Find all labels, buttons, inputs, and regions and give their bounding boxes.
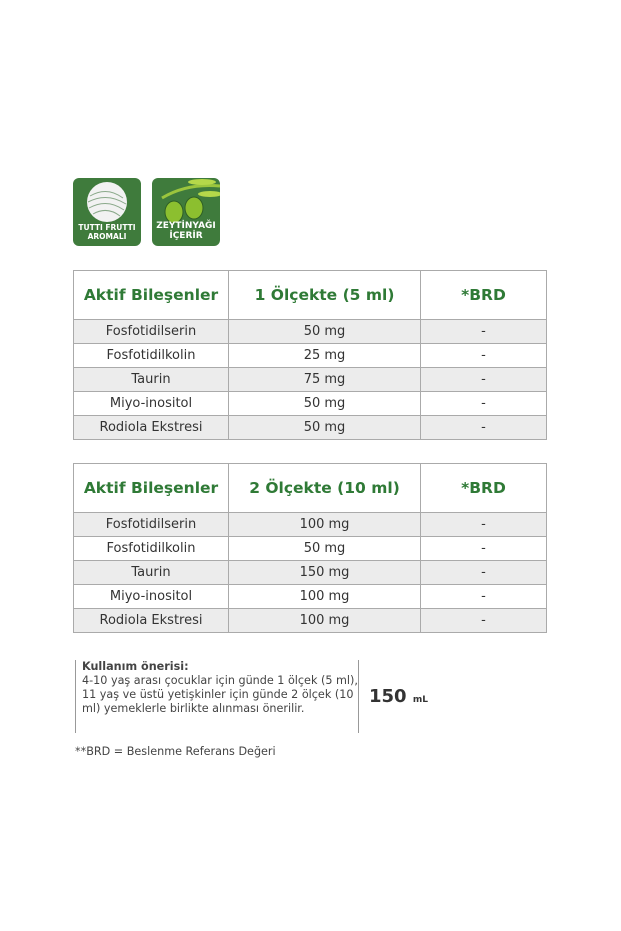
cell: 100 mg [229, 585, 421, 609]
usage-recommendation [75, 660, 362, 733]
header-cell: Aktif Bileşenler [74, 271, 229, 320]
cell: - [421, 513, 547, 537]
table-row [74, 416, 547, 440]
usage-text: 4-10 yaş arası çocuklar için günde 1 ölçek (5 ml), 11 yaş ve üstü yetişkinler için günde 2 ölçek (10 ml) yemeklerle birlikte alınması önerilir. [82, 674, 358, 715]
cell: - [421, 585, 547, 609]
cell: - [421, 537, 547, 561]
table-row [74, 344, 547, 368]
table-row [74, 368, 547, 392]
usage-title: Kullanım önerisi: [82, 660, 189, 673]
cell: 75 mg [229, 368, 421, 392]
table-row [74, 609, 547, 633]
cell: 50 mg [229, 392, 421, 416]
badge-label: TUTTI FRUTTI [78, 223, 136, 232]
table-header [74, 271, 547, 320]
cell: Fosfotidilserin [74, 513, 229, 537]
cell: - [421, 368, 547, 392]
table-row [74, 392, 547, 416]
cell: - [421, 320, 547, 344]
cell: 50 mg [229, 320, 421, 344]
badge-label: AROMALI [87, 232, 127, 241]
cell: Rodiola Ekstresi [74, 416, 229, 440]
cell: 100 mg [229, 609, 421, 633]
cell: - [421, 392, 547, 416]
olive-oil-badge [152, 178, 220, 246]
badge-label: ZEYTİNYAĞI [156, 221, 216, 231]
table-row [74, 585, 547, 609]
cell: - [421, 344, 547, 368]
volume-unit: mL [412, 695, 428, 705]
cell: Miyo-inositol [74, 585, 229, 609]
table-row [74, 513, 547, 537]
volume [358, 660, 428, 733]
cell: Rodiola Ekstresi [74, 609, 229, 633]
header-cell: *BRD [421, 271, 547, 320]
cell: 50 mg [229, 537, 421, 561]
header-cell: *BRD [421, 464, 547, 513]
tutti-frutti-badge [73, 178, 141, 246]
cell: 100 mg [229, 513, 421, 537]
cell: 25 mg [229, 344, 421, 368]
cell: Fosfotidilkolin [74, 537, 229, 561]
cell: Miyo-inositol [74, 392, 229, 416]
cell: Fosfotidilserin [74, 320, 229, 344]
table-row [74, 320, 547, 344]
header-cell: 2 Ölçekte (10 ml) [229, 464, 421, 513]
volume-value: 150 [369, 686, 407, 707]
header-cell: 1 Ölçekte (5 ml) [229, 271, 421, 320]
table-row [74, 537, 547, 561]
table-header [74, 464, 547, 513]
cell: 50 mg [229, 416, 421, 440]
cell: - [421, 416, 547, 440]
cell: 150 mg [229, 561, 421, 585]
cell: Taurin [74, 368, 229, 392]
badge-label: İÇERİR [169, 231, 203, 241]
cell: - [421, 609, 547, 633]
header-cell: Aktif Bileşenler [74, 464, 229, 513]
footnote: **BRD = Beslenme Referans Değeri [75, 745, 276, 758]
cell: Taurin [74, 561, 229, 585]
ingredients-table-1-scoop [73, 270, 547, 440]
fruit-swirl-icon [73, 178, 141, 228]
cell: Fosfotidilkolin [74, 344, 229, 368]
table-row [74, 561, 547, 585]
ingredients-table-2-scoops [73, 463, 547, 633]
cell: - [421, 561, 547, 585]
